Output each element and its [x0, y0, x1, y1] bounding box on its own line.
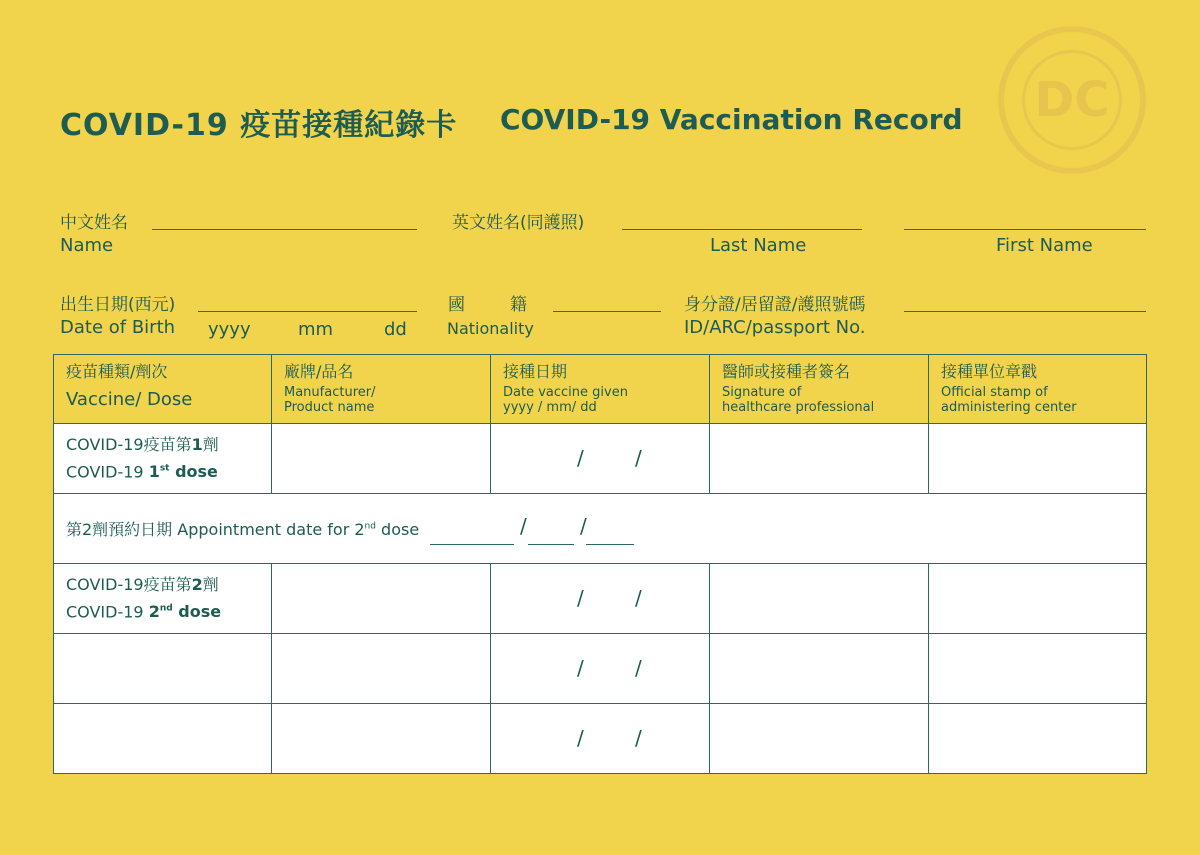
header-vaccine-dose — [54, 355, 272, 424]
header-zh: 接種日期 — [503, 362, 568, 381]
dose-2-label-zh: COVID-19疫苗第2劑 — [66, 575, 219, 594]
dob-label-zh: 出生日期(西元) — [60, 295, 176, 315]
dob-field[interactable] — [198, 311, 417, 312]
title-chinese: COVID-19 疫苗接種紀錄卡 — [60, 108, 458, 143]
nationality-label-zh-1: 國 — [448, 295, 465, 315]
header-en-line1: Date vaccine given — [503, 385, 628, 400]
english-name-label-zh: 英文姓名(同護照) — [452, 213, 585, 233]
first-name-field[interactable] — [904, 229, 1146, 230]
header-stamp — [929, 355, 1147, 424]
dose-1-label-zh: COVID-19疫苗第1劑 — [66, 435, 219, 454]
header-signature — [710, 355, 929, 424]
date-cell[interactable] — [491, 564, 710, 634]
date-slash: / — [580, 514, 587, 538]
title-english: COVID-19 Vaccination Record — [500, 103, 963, 136]
header-zh: 疫苗種類/劑次 — [66, 362, 168, 381]
nationality-field[interactable] — [553, 311, 661, 312]
id-label-zh: 身分證/居留證/護照號碼 — [684, 295, 866, 315]
seal-monogram: DC — [1022, 50, 1122, 150]
date-slash: / — [635, 586, 642, 610]
nationality-label-en: Nationality — [447, 319, 534, 338]
dob-dd: dd — [384, 319, 407, 340]
stamp-cell[interactable] — [929, 634, 1147, 704]
name-label-en: Name — [60, 235, 114, 256]
dob-label-en: Date of Birth — [60, 317, 176, 338]
dose-label-cell[interactable] — [54, 634, 272, 704]
date-slash: / — [635, 656, 642, 680]
header-date-given — [491, 355, 710, 424]
appointment-year-field[interactable] — [430, 544, 514, 545]
dob-yyyy: yyyy — [208, 319, 251, 340]
dose-2-label-cell — [54, 564, 272, 634]
date-cell[interactable] — [491, 704, 710, 774]
date-cell[interactable] — [491, 424, 710, 494]
date-cell[interactable] — [491, 634, 710, 704]
appointment-cell — [54, 494, 1147, 564]
header-en: Vaccine/ Dose — [66, 389, 193, 410]
stamp-cell[interactable] — [929, 704, 1147, 774]
signature-cell[interactable] — [710, 424, 929, 494]
signature-cell[interactable] — [710, 704, 929, 774]
id-field[interactable] — [904, 311, 1146, 312]
header-en-line2: yyyy / mm/ dd — [503, 400, 597, 415]
table-header-row — [54, 355, 1147, 424]
dose-label-cell[interactable] — [54, 704, 272, 774]
chinese-name-field[interactable] — [152, 229, 417, 230]
date-slash: / — [577, 586, 584, 610]
date-slash: / — [520, 514, 527, 538]
dob-mm: mm — [298, 319, 334, 340]
dose-1-label-cell — [54, 424, 272, 494]
header-en-line2: Product name — [284, 400, 375, 415]
header-manufacturer — [272, 355, 491, 424]
date-slash: / — [635, 446, 642, 470]
header-en-line1: Signature of — [722, 385, 802, 400]
manufacturer-cell[interactable] — [272, 634, 491, 704]
date-slash: / — [635, 726, 642, 750]
table-row-extra — [54, 634, 1147, 704]
table-row-dose-1 — [54, 424, 1147, 494]
nationality-label-zh-2: 籍 — [510, 295, 527, 315]
name-label-zh: 中文姓名 — [60, 213, 128, 233]
header-en-line2: healthcare professional — [722, 400, 875, 415]
date-slash: / — [577, 726, 584, 750]
stamp-cell[interactable] — [929, 564, 1147, 634]
signature-cell[interactable] — [710, 564, 929, 634]
last-name-field[interactable] — [622, 229, 862, 230]
header-en-line2: administering center — [941, 400, 1077, 415]
cdc-seal-logo — [998, 26, 1146, 174]
appointment-label: 第2劑預約日期 Appointment date for 2nd dose — [66, 520, 420, 539]
dose-2-label-en: COVID-19 2nd dose — [66, 602, 222, 622]
header-zh: 廠牌/品名 — [284, 362, 354, 381]
vaccination-table — [53, 354, 1147, 774]
appointment-day-field[interactable] — [586, 544, 634, 545]
header-zh: 醫師或接種者簽名 — [722, 362, 851, 381]
header-zh: 接種單位章戳 — [941, 362, 1038, 381]
stamp-cell[interactable] — [929, 424, 1147, 494]
date-slash: / — [577, 446, 584, 470]
table-row-appointment — [54, 494, 1147, 564]
id-label-en: ID/ARC/passport No. — [684, 317, 866, 338]
table-row-dose-2 — [54, 564, 1147, 634]
first-name-label: First Name — [996, 235, 1093, 256]
manufacturer-cell[interactable] — [272, 564, 491, 634]
dose-1-label-en: COVID-19 1st dose — [66, 462, 218, 482]
header-en-line1: Manufacturer/ — [284, 385, 376, 400]
signature-cell[interactable] — [710, 634, 929, 704]
manufacturer-cell[interactable] — [272, 704, 491, 774]
table-row-extra — [54, 704, 1147, 774]
last-name-label: Last Name — [710, 235, 807, 256]
manufacturer-cell[interactable] — [272, 424, 491, 494]
appointment-month-field[interactable] — [528, 544, 574, 545]
header-en-line1: Official stamp of — [941, 385, 1048, 400]
date-slash: / — [577, 656, 584, 680]
